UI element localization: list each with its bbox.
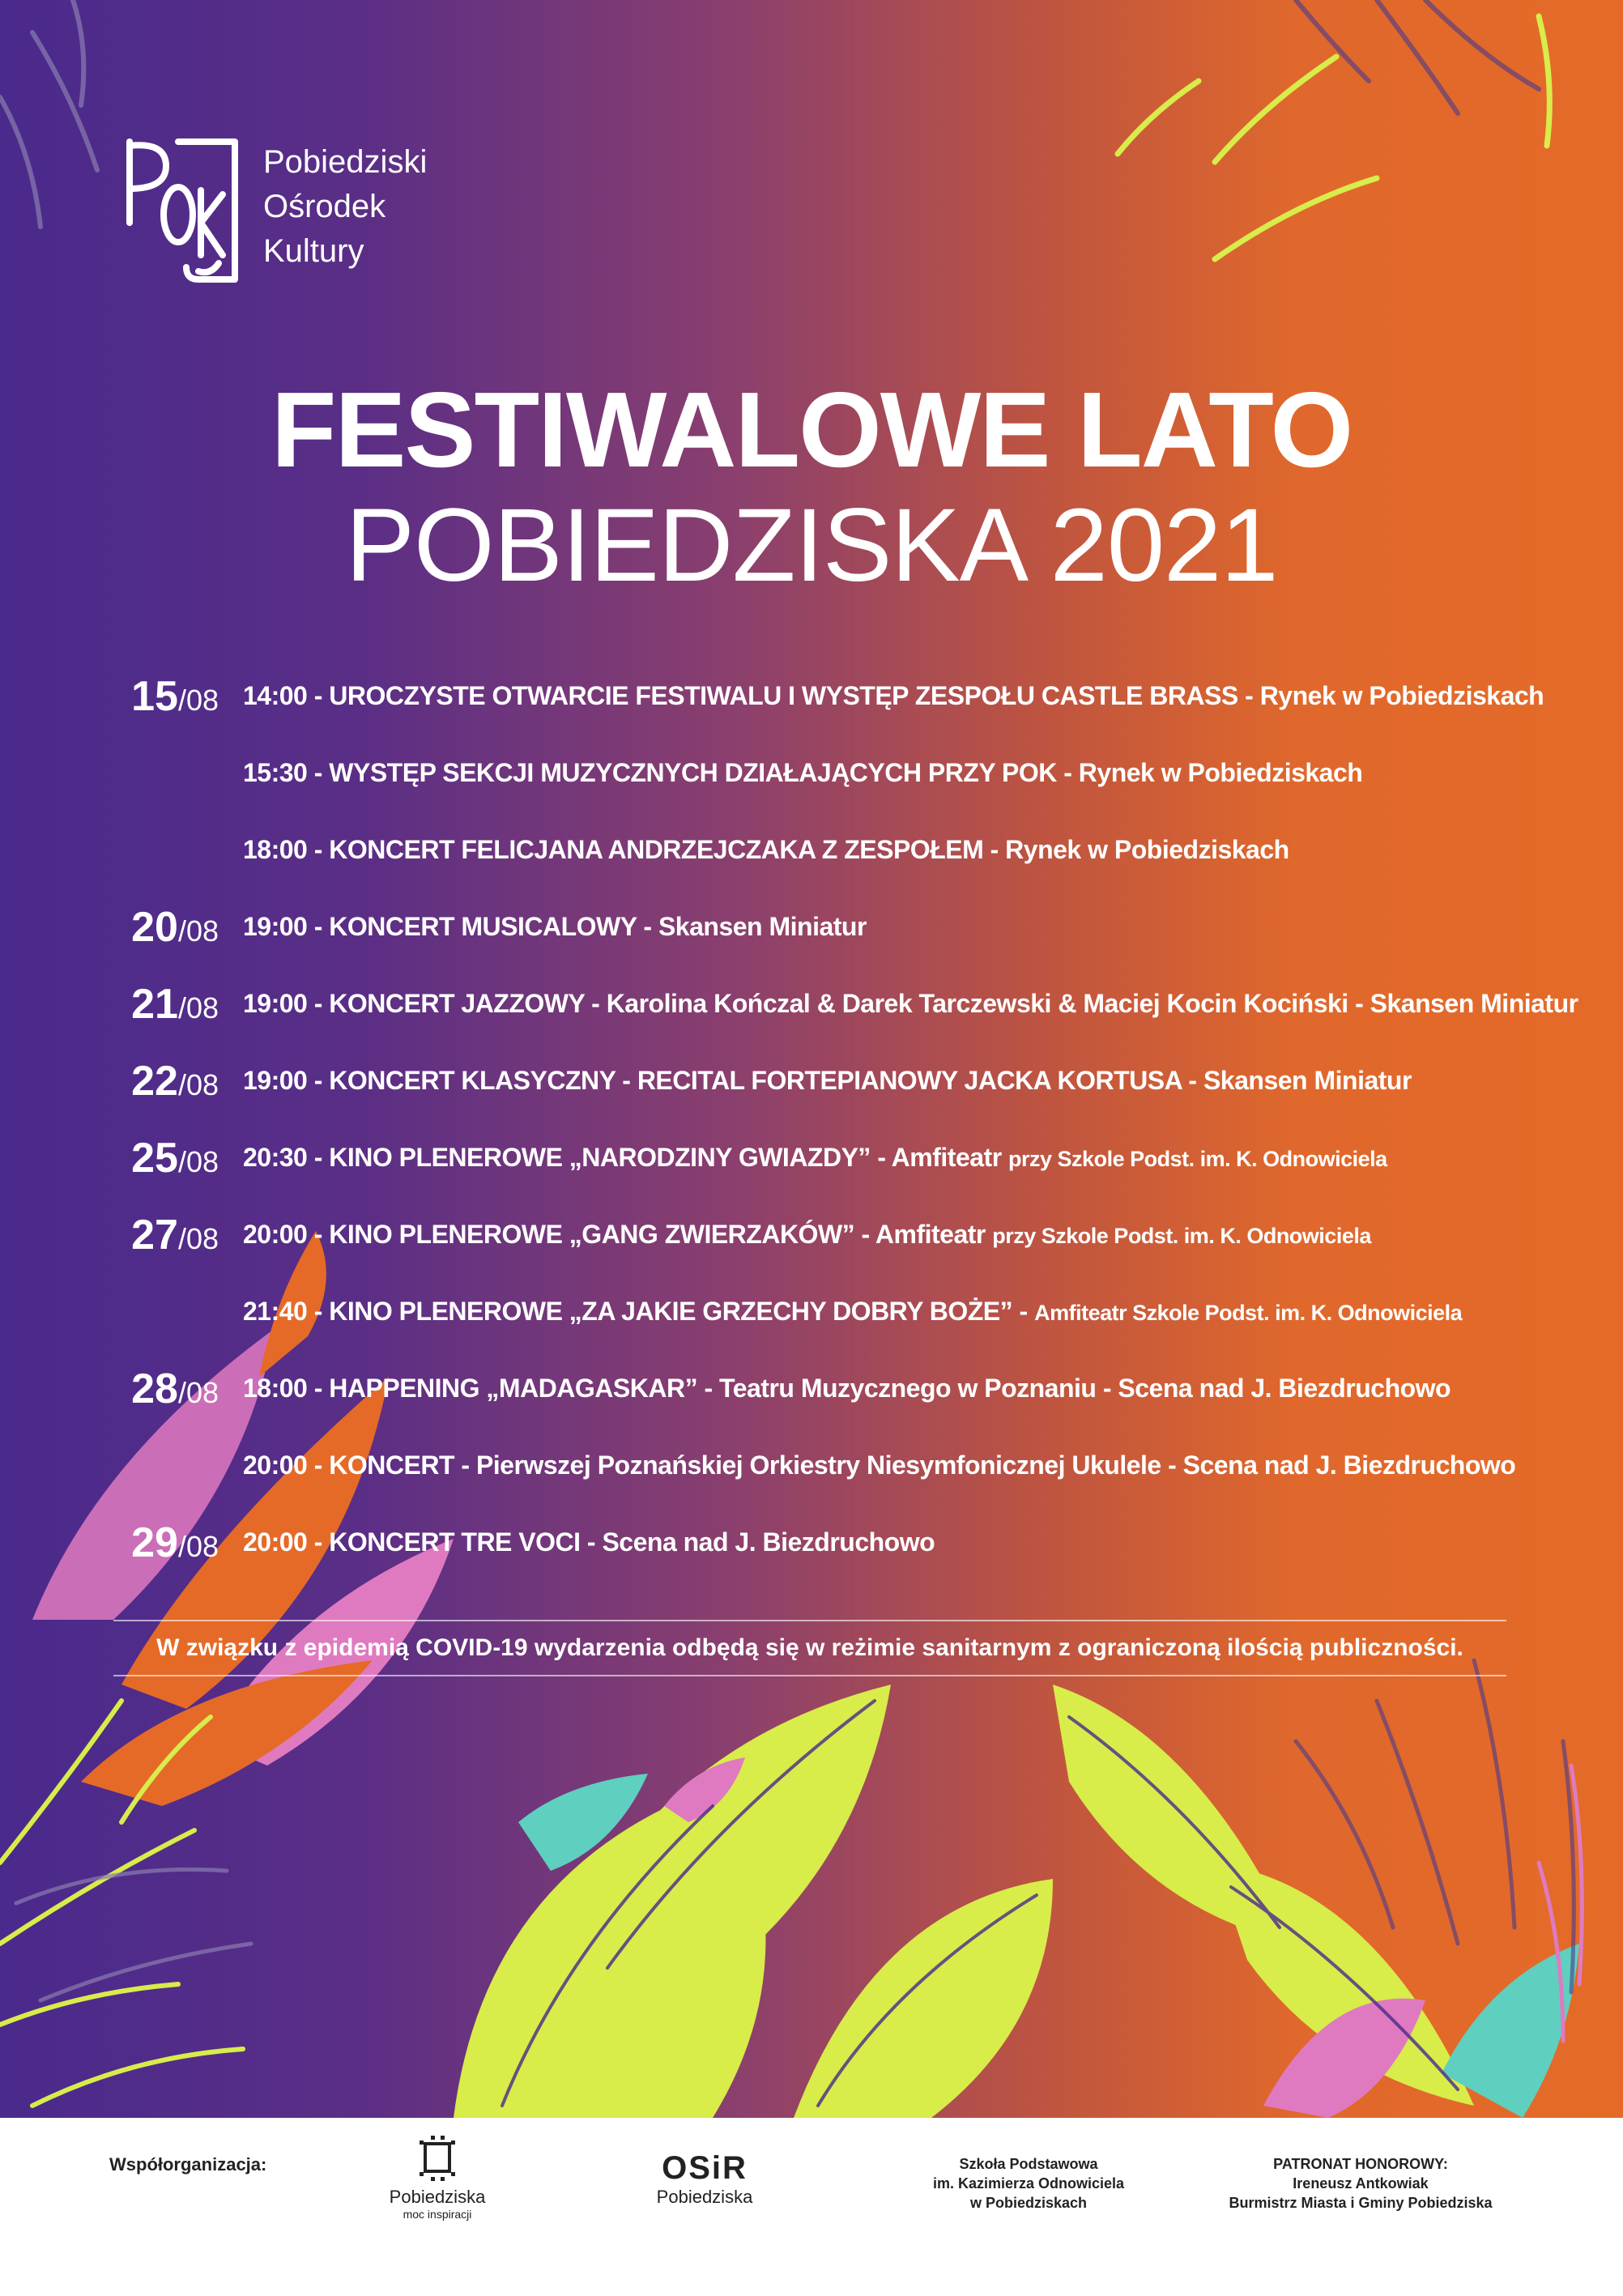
event-description	[243, 1372, 1450, 1404]
pobiedziska-logo-caption: Pobiedziska	[389, 2187, 486, 2207]
event-separator: -	[307, 912, 330, 941]
event-separator: -	[1237, 681, 1260, 710]
event-time: 20:00	[243, 1450, 308, 1480]
event-month: /08	[177, 914, 219, 948]
event-name: KONCERT KLASYCZNY - RECITAL FORTEPIANOWY JACKA KORTUSA	[329, 1066, 1182, 1095]
event-month: /08	[177, 1530, 219, 1563]
event-place: Amfiteatr	[891, 1143, 1002, 1172]
event-name: KINO PLENEROWE „ZA JAKIE GRZECHY DOBRY BOŻE”	[329, 1297, 1013, 1326]
poster-title-line-2: POBIEDZISKA 2021	[345, 488, 1278, 603]
event-place: Amfiteatr	[875, 1220, 986, 1249]
pok-logo	[121, 134, 462, 288]
event-separator: -	[854, 1220, 875, 1249]
event-separator: -	[307, 835, 330, 864]
event-day: 22	[131, 1058, 178, 1105]
event-place: Skansen Miniatur	[658, 912, 867, 941]
event-place: Scena nad J. Biezdruchowo	[602, 1527, 935, 1557]
event-separator: -	[584, 989, 607, 1018]
event-separator: -	[307, 989, 330, 1018]
patron-line-3: Burmistrz Miasta i Gminy Pobiedziska	[1229, 2195, 1493, 2211]
event-place: Rynek w Pobiedziskach	[1005, 835, 1289, 864]
pok-logo-text	[263, 140, 427, 274]
osir-logo-caption: Pobiedziska	[656, 2187, 753, 2207]
event-row	[0, 1438, 1623, 1494]
event-month: /08	[177, 1376, 219, 1409]
event-place-detail: przy Szkole Podst. im. K. Odnowiciela	[1008, 1147, 1387, 1171]
event-time: 19:00	[243, 912, 308, 941]
event-separator: -	[580, 1527, 603, 1557]
covid-notice: W związku z epidemią COVID-19 wydarzenia odbędą się w reżimie sanitarnym z ograniczoną ilością publiczności.	[113, 1620, 1506, 1676]
event-separator: -	[307, 681, 330, 710]
pobiedziska-logo-slogan: moc inspiracji	[403, 2208, 472, 2221]
event-description	[243, 1064, 1412, 1097]
event-day: 15	[131, 673, 178, 720]
event-row	[0, 899, 1623, 956]
event-separator: -	[307, 1220, 330, 1249]
event-description	[243, 833, 1289, 866]
event-date	[97, 976, 219, 1037]
honorary-patronage	[1199, 2154, 1523, 2213]
event-description	[243, 1295, 1462, 1329]
logo-line-1: Pobiedziski	[263, 144, 428, 180]
event-separator: -	[307, 1450, 330, 1480]
patron-line-2: Ireneusz Antkowiak	[1293, 2175, 1429, 2192]
event-day: 21	[131, 981, 178, 1028]
event-date	[97, 1130, 219, 1191]
event-row	[0, 976, 1623, 1033]
event-time: 21:40	[243, 1297, 308, 1326]
logo-line-2: Ośrodek	[263, 189, 386, 224]
event-place-detail: Amfiteatr Szkole Podst. im. K. Odnowiciela	[1034, 1301, 1463, 1325]
event-date	[97, 668, 219, 729]
event-description	[243, 1218, 1371, 1252]
event-date	[97, 1053, 219, 1114]
event-name: KONCERT FELICJANA ANDRZEJCZAKA Z ZESPOŁEM	[329, 835, 984, 864]
event-time: 14:00	[243, 681, 308, 710]
event-row	[0, 1514, 1623, 1571]
event-row	[0, 1361, 1623, 1417]
event-time: 19:00	[243, 989, 308, 1018]
event-time: 20:30	[243, 1143, 308, 1172]
pobiedziska-city-emblem-icon	[413, 2134, 462, 2183]
event-row	[0, 1130, 1623, 1186]
event-name: KONCERT	[329, 1450, 454, 1480]
event-date	[97, 899, 219, 960]
event-description	[243, 679, 1544, 712]
event-time: 20:00	[243, 1220, 308, 1249]
event-month: /08	[177, 1222, 219, 1255]
event-separator: -	[307, 1143, 330, 1172]
event-space	[986, 1220, 992, 1249]
event-date	[97, 1514, 219, 1575]
event-separator: -	[307, 1297, 330, 1326]
event-month: /08	[177, 684, 219, 717]
logo-line-3: Kultury	[263, 233, 364, 269]
event-name: HAPPENING „MADAGASKAR”	[329, 1374, 698, 1403]
school-line-3: w Pobiedziskach	[969, 2195, 1088, 2211]
event-description	[243, 910, 867, 943]
event-month: /08	[177, 1068, 219, 1101]
event-separator: -	[697, 1374, 720, 1403]
event-place: Pierwszej Poznańskiej Orkiestry Niesymfonicznej Ukulele - Scena nad J. Biezdruchowo	[475, 1450, 1516, 1480]
event-separator: -	[637, 912, 658, 941]
event-description	[243, 1141, 1387, 1175]
event-separator: -	[307, 1066, 330, 1095]
event-time: 15:30	[243, 758, 308, 787]
event-day: 29	[131, 1519, 178, 1566]
event-separator: -	[983, 835, 1006, 864]
event-name: KONCERT JAZZOWY	[329, 989, 585, 1018]
event-space	[1002, 1143, 1008, 1172]
event-day: 28	[131, 1365, 178, 1412]
school-line-1: Szkoła Podstawowa	[959, 2156, 1098, 2172]
event-row	[0, 745, 1623, 802]
coorganization-label: Współorganizacja:	[109, 2154, 267, 2175]
sponsors-footer	[0, 2118, 1623, 2296]
event-place-detail: przy Szkole Podst. im. K. Odnowiciela	[992, 1224, 1371, 1248]
event-description	[243, 1526, 935, 1558]
osir-logo-mark: OSiR	[662, 2150, 748, 2186]
event-place: Rynek w Pobiedziskach	[1259, 681, 1544, 710]
poster-title-line-1: FESTIWALOWE LATO	[270, 370, 1352, 489]
event-separator: -	[1012, 1297, 1035, 1326]
event-separator: -	[307, 1374, 330, 1403]
event-row	[0, 822, 1623, 879]
event-day: 25	[131, 1135, 178, 1182]
event-day: 20	[131, 904, 178, 951]
event-separator: -	[1182, 1066, 1203, 1095]
event-name: KONCERT TRE VOCI	[329, 1527, 581, 1557]
school-line-2: im. Kazimierza Odnowiciela	[932, 2175, 1125, 2192]
patron-line-1: PATRONAT HONOROWY:	[1273, 2156, 1448, 2172]
event-name: WYSTĘP SEKCJI MUZYCZNYCH DZIAŁAJĄCYCH PRZY POK	[329, 758, 1057, 787]
event-name: KINO PLENEROWE „NARODZINY GWIAZDY”	[329, 1143, 871, 1172]
event-time: 20:00	[243, 1527, 308, 1557]
event-separator: -	[307, 1527, 330, 1557]
event-name: KONCERT MUSICALOWY	[329, 912, 637, 941]
event-description	[243, 1449, 1515, 1481]
event-separator: -	[870, 1143, 892, 1172]
event-month: /08	[177, 991, 219, 1024]
event-date	[97, 1361, 219, 1421]
osir-logo	[632, 2150, 777, 2208]
event-separator: -	[1056, 758, 1079, 787]
event-time: 19:00	[243, 1066, 308, 1095]
event-row	[0, 668, 1623, 725]
event-separator: -	[454, 1450, 476, 1480]
event-place: Skansen Miniatur	[1203, 1066, 1412, 1095]
event-name: KINO PLENEROWE „GANG ZWIERZAKÓW”	[329, 1220, 855, 1249]
event-day: 27	[131, 1212, 178, 1259]
event-time: 18:00	[243, 1374, 308, 1403]
event-row	[0, 1284, 1623, 1340]
event-row	[0, 1053, 1623, 1110]
event-place: Karolina Kończal & Darek Tarczewski & Maciej Kocin Kociński - Skansen Miniatur	[606, 989, 1578, 1018]
pok-logo-mark-icon	[121, 134, 243, 288]
event-place: Rynek w Pobiedziskach	[1078, 758, 1363, 787]
event-time: 18:00	[243, 835, 308, 864]
event-name: UROCZYSTE OTWARCIE FESTIWALU I WYSTĘP ZESPOŁU CASTLE BRASS	[329, 681, 1238, 710]
pobiedziska-city-logo	[364, 2134, 510, 2221]
event-description	[243, 756, 1362, 789]
event-row	[0, 1207, 1623, 1263]
event-month: /08	[177, 1145, 219, 1178]
event-separator: -	[307, 758, 330, 787]
event-date	[97, 1207, 219, 1267]
school-credit	[891, 2154, 1166, 2213]
event-place: Teatru Muzycznego w Poznaniu - Scena nad J. Biezdruchowo	[719, 1374, 1451, 1403]
event-description	[243, 987, 1578, 1020]
